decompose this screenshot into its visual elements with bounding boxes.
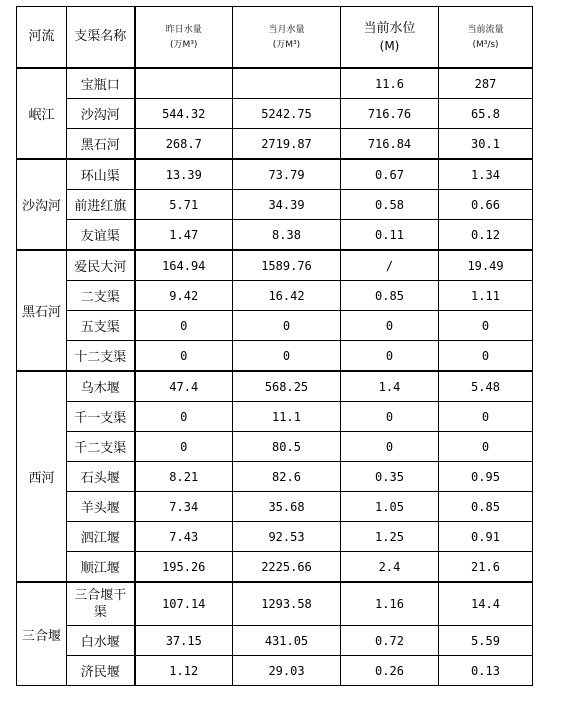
month-volume-cell	[233, 341, 341, 372]
yesterday-volume-cell	[135, 582, 233, 626]
canal-name-cell	[67, 626, 135, 656]
month-volume-cell	[233, 432, 341, 462]
canal-name-cell-text: 黑石河	[80, 138, 120, 153]
month-volume-cell	[233, 626, 341, 656]
header-river-label: 河流	[28, 29, 55, 44]
month-volume-cell	[233, 99, 341, 129]
flow-rate-cell-text: 0.95	[471, 469, 500, 484]
table-row	[17, 656, 533, 686]
yesterday-volume-cell	[135, 656, 233, 686]
water-level-cell-text: 1.16	[375, 597, 404, 611]
river-name-cell: 黑石河	[17, 250, 67, 371]
canal-name-cell-text: 羊头堰	[80, 501, 120, 516]
canal-name-cell	[67, 371, 135, 402]
table-row	[17, 402, 533, 432]
canal-name-cell	[67, 432, 135, 462]
water-level-cell-text: 11.6	[375, 76, 404, 91]
flow-rate-cell	[439, 522, 533, 552]
yesterday-volume-cell	[135, 432, 233, 462]
yesterday-volume-cell-text: 0	[180, 439, 188, 454]
water-level-cell	[341, 159, 439, 190]
yesterday-volume-cell-text: 7.34	[169, 499, 199, 514]
flow-rate-cell	[439, 492, 533, 522]
yesterday-volume-cell-text: 268.7	[165, 136, 202, 151]
month-volume-cell	[233, 492, 341, 522]
header-river	[17, 7, 67, 69]
yesterday-volume-cell-text: 544.32	[162, 106, 206, 121]
yesterday-volume-cell	[135, 99, 233, 129]
canal-name-cell	[67, 281, 135, 311]
canal-name-cell	[67, 311, 135, 341]
month-volume-cell	[233, 129, 341, 160]
yesterday-volume-cell	[135, 190, 233, 220]
yesterday-volume-cell-text: 5.71	[169, 197, 199, 212]
month-volume-cell-text: 73.79	[268, 167, 305, 182]
flow-rate-cell	[439, 159, 533, 190]
header-flow	[439, 7, 533, 69]
canal-name-cell	[67, 99, 135, 129]
canal-name-cell-text: 千二支渠	[74, 441, 127, 456]
header-yesterday	[135, 7, 233, 69]
yesterday-volume-cell-text: 37.15	[165, 633, 202, 648]
flow-rate-cell	[439, 582, 533, 626]
month-volume-cell	[233, 462, 341, 492]
flow-rate-cell-text: 0.12	[471, 227, 500, 242]
month-volume-cell-text: 16.42	[268, 288, 305, 303]
canal-name-cell	[67, 190, 135, 220]
month-volume-cell-text: 82.6	[272, 469, 301, 484]
canal-name-cell-text: 宝瓶口	[80, 78, 120, 93]
water-level-cell-text: /	[385, 258, 394, 273]
month-volume-cell	[233, 250, 341, 281]
month-volume-cell-text: 8.38	[272, 227, 301, 242]
flow-rate-cell-text: 14.4	[471, 597, 500, 611]
water-level-cell	[341, 582, 439, 626]
water-level-cell-text: 0.26	[375, 663, 404, 678]
month-volume-cell-text: 0	[282, 318, 291, 333]
flow-rate-cell	[439, 341, 533, 372]
yesterday-volume-cell	[135, 159, 233, 190]
month-volume-cell-text: 29.03	[268, 663, 305, 678]
water-level-cell-text: 0.85	[375, 288, 404, 303]
table-body	[17, 68, 533, 686]
header-canal-label: 支渠名称	[74, 29, 127, 44]
flow-rate-cell	[439, 99, 533, 129]
yesterday-volume-cell-text: 1.47	[169, 227, 199, 242]
month-volume-cell	[233, 402, 341, 432]
header-yesterday-label: 昨日水量	[165, 25, 202, 35]
flow-rate-cell-text: 5.48	[471, 379, 500, 394]
river-name-cell: 岷江	[17, 68, 67, 159]
flow-rate-cell-text: 5.59	[471, 633, 500, 648]
yesterday-volume-cell	[135, 68, 233, 99]
canal-name-cell-text: 五支渠	[80, 320, 120, 335]
water-level-cell-text: 0	[385, 409, 394, 424]
table-row	[17, 250, 533, 281]
flow-rate-cell	[439, 552, 533, 583]
yesterday-volume-cell-text: 1.12	[169, 663, 199, 678]
month-volume-cell-text: 80.5	[272, 439, 301, 454]
flow-rate-cell-text: 0.85	[471, 499, 500, 514]
yesterday-volume-cell-text: 0	[180, 409, 188, 424]
flow-rate-cell-text: 0	[481, 439, 490, 454]
canal-name-cell-text: 友谊渠	[80, 229, 120, 244]
yesterday-volume-cell	[135, 492, 233, 522]
month-volume-cell	[233, 281, 341, 311]
flow-rate-cell	[439, 250, 533, 281]
month-volume-cell	[233, 371, 341, 402]
river-name-cell: 沙沟河	[17, 159, 67, 250]
water-level-cell-text: 0.67	[375, 167, 404, 182]
month-volume-cell-text: 0	[282, 348, 291, 363]
table-row	[17, 492, 533, 522]
yesterday-volume-cell-text: 164.94	[162, 258, 206, 273]
water-level-cell	[341, 656, 439, 686]
canal-name-cell-text: 前进红旗	[74, 199, 127, 214]
month-volume-cell-text: 5242.75	[261, 106, 312, 121]
yesterday-volume-cell	[135, 250, 233, 281]
flow-rate-cell-text: 65.8	[471, 106, 500, 121]
yesterday-volume-cell	[135, 626, 233, 656]
canal-name-cell-text: 千一支渠	[74, 411, 127, 426]
yesterday-volume-cell-text: 9.42	[169, 288, 199, 303]
yesterday-volume-cell	[135, 311, 233, 341]
canal-name-cell	[67, 341, 135, 372]
canal-name-cell-text: 三合堰干渠	[74, 588, 127, 620]
water-level-cell	[341, 492, 439, 522]
water-level-cell-text: 0.11	[375, 227, 404, 242]
flow-rate-cell	[439, 220, 533, 251]
canal-name-cell-text: 泗江堰	[80, 531, 120, 546]
flow-rate-cell-text: 21.6	[471, 559, 500, 574]
month-volume-cell-text: 568.25	[264, 379, 309, 394]
month-volume-cell-text: 34.39	[268, 197, 305, 212]
flow-rate-cell-text: 30.1	[471, 136, 500, 151]
month-volume-cell	[233, 582, 341, 626]
flow-rate-cell-text: 1.34	[471, 167, 500, 182]
header-level-unit: (M)	[379, 39, 400, 53]
water-level-cell-text: 2.4	[378, 559, 401, 574]
yesterday-volume-cell	[135, 341, 233, 372]
canal-name-cell	[67, 552, 135, 583]
header-row	[17, 7, 533, 69]
table-header	[17, 7, 533, 69]
water-level-cell	[341, 68, 439, 99]
canal-name-cell	[67, 656, 135, 686]
yesterday-volume-cell-text: 13.39	[165, 167, 202, 182]
flow-rate-cell-text: 1.11	[471, 288, 500, 303]
month-volume-cell	[233, 656, 341, 686]
header-level-label: 当前水位	[363, 21, 416, 36]
canal-name-cell-text: 石头堰	[80, 471, 120, 486]
canal-name-cell	[67, 68, 135, 99]
water-level-cell-text: 0	[385, 348, 394, 363]
month-volume-cell-text: 11.1	[272, 409, 301, 424]
water-level-cell	[341, 281, 439, 311]
yesterday-volume-cell-text: 0	[180, 318, 188, 333]
canal-name-cell	[67, 492, 135, 522]
table-row	[17, 220, 533, 251]
canal-name-cell-text: 二支渠	[80, 290, 120, 305]
canal-name-cell	[67, 522, 135, 552]
flow-rate-cell	[439, 190, 533, 220]
month-volume-cell	[233, 190, 341, 220]
flow-rate-cell-text: 0.91	[471, 529, 500, 544]
flow-rate-cell	[439, 129, 533, 160]
yesterday-volume-cell	[135, 552, 233, 583]
flow-rate-cell-text: 0	[481, 348, 490, 363]
month-volume-cell	[233, 159, 341, 190]
flow-rate-cell	[439, 626, 533, 656]
flow-rate-cell	[439, 432, 533, 462]
yesterday-volume-cell	[135, 402, 233, 432]
water-level-cell	[341, 99, 439, 129]
water-level-cell	[341, 552, 439, 583]
table-row	[17, 582, 533, 626]
yesterday-volume-cell-text: 47.4	[169, 379, 199, 394]
header-month-label: 当月水量	[268, 25, 305, 35]
canal-name-cell-text: 济民堰	[80, 665, 120, 680]
table-row	[17, 552, 533, 583]
header-month	[233, 7, 341, 69]
flow-rate-cell-text: 0	[481, 318, 490, 333]
table-row	[17, 626, 533, 656]
month-volume-cell	[233, 220, 341, 251]
yesterday-volume-cell-text: 107.14	[162, 597, 206, 611]
water-level-cell	[341, 311, 439, 341]
water-level-cell	[341, 462, 439, 492]
yesterday-volume-cell-text: 0	[180, 348, 188, 363]
flow-rate-cell	[439, 281, 533, 311]
flow-rate-cell-text: 0	[481, 409, 490, 424]
yesterday-volume-cell	[135, 281, 233, 311]
water-level-cell-text: 1.4	[378, 379, 401, 394]
water-level-cell-text: 0.72	[375, 633, 404, 648]
water-level-cell-text: 716.76	[367, 106, 412, 121]
flow-rate-cell	[439, 371, 533, 402]
water-level-cell	[341, 371, 439, 402]
table-row	[17, 371, 533, 402]
water-level-cell-text: 1.05	[375, 499, 404, 514]
flow-rate-cell-text: 0.13	[471, 663, 500, 678]
table-row	[17, 129, 533, 160]
canal-name-cell	[67, 250, 135, 281]
month-volume-cell-text: 35.68	[268, 499, 305, 514]
water-level-cell-text: 0.58	[375, 197, 404, 212]
water-level-cell-text: 0.35	[375, 469, 404, 484]
month-volume-cell-text: 2225.66	[261, 559, 312, 574]
yesterday-volume-cell-text: 8.21	[169, 469, 199, 484]
canal-name-cell	[67, 129, 135, 160]
yesterday-volume-cell	[135, 220, 233, 251]
canal-name-cell	[67, 582, 135, 626]
yesterday-volume-cell	[135, 129, 233, 160]
canal-name-cell	[67, 402, 135, 432]
month-volume-cell-text: 92.53	[268, 529, 305, 544]
flow-rate-cell	[439, 402, 533, 432]
flow-rate-cell-text: 0.66	[471, 197, 500, 212]
water-level-cell	[341, 190, 439, 220]
header-flow-label: 当前流量	[467, 25, 504, 35]
water-level-cell	[341, 522, 439, 552]
water-level-cell	[341, 432, 439, 462]
flow-rate-cell-text: 287	[474, 76, 497, 91]
month-volume-cell	[233, 552, 341, 583]
water-level-cell	[341, 250, 439, 281]
canal-name-cell	[67, 220, 135, 251]
canal-name-cell-text: 白水堰	[80, 635, 120, 650]
canal-name-cell	[67, 159, 135, 190]
flow-rate-cell	[439, 656, 533, 686]
river-name-cell: 西河	[17, 371, 67, 582]
water-level-cell	[341, 129, 439, 160]
yesterday-volume-cell-text: 7.43	[169, 529, 199, 544]
month-volume-cell-text: 431.05	[264, 633, 309, 648]
header-month-unit: (万M³)	[272, 40, 301, 50]
table-row	[17, 159, 533, 190]
month-volume-cell-text: 1589.76	[261, 258, 312, 273]
table-row	[17, 462, 533, 492]
water-level-cell-text: 1.25	[375, 529, 404, 544]
water-level-cell	[341, 341, 439, 372]
flow-rate-cell-text: 19.49	[467, 258, 504, 273]
table-row	[17, 311, 533, 341]
canal-name-cell-text: 沙沟河	[80, 108, 120, 123]
canal-name-cell-text: 十二支渠	[74, 350, 127, 365]
water-level-cell	[341, 626, 439, 656]
table-row	[17, 432, 533, 462]
water-level-cell	[341, 402, 439, 432]
water-level-cell-text: 0	[385, 318, 394, 333]
river-name-cell: 三合堰	[17, 582, 67, 686]
yesterday-volume-cell	[135, 522, 233, 552]
header-level	[341, 7, 439, 69]
yesterday-volume-cell-text: 195.26	[162, 559, 206, 574]
canal-name-cell-text: 环山渠	[80, 169, 120, 184]
header-flow-unit: (M³/s)	[472, 40, 499, 50]
table-row	[17, 522, 533, 552]
water-level-cell-text: 716.84	[367, 136, 412, 151]
header-canal	[67, 7, 135, 69]
water-data-table	[16, 6, 533, 686]
table-row	[17, 190, 533, 220]
water-level-cell-text: 0	[385, 439, 394, 454]
table-row	[17, 68, 533, 99]
flow-rate-cell	[439, 311, 533, 341]
table-row	[17, 281, 533, 311]
canal-name-cell-text: 爱民大河	[74, 260, 127, 275]
month-volume-cell	[233, 311, 341, 341]
canal-name-cell-text: 乌木堰	[80, 381, 120, 396]
month-volume-cell	[233, 68, 341, 99]
header-yesterday-unit: (万M³)	[170, 40, 198, 50]
month-volume-cell-text: 1293.58	[261, 597, 312, 611]
month-volume-cell-text: 2719.87	[261, 136, 312, 151]
yesterday-volume-cell	[135, 371, 233, 402]
flow-rate-cell	[439, 462, 533, 492]
canal-name-cell	[67, 462, 135, 492]
table-row	[17, 341, 533, 372]
yesterday-volume-cell	[135, 462, 233, 492]
flow-rate-cell	[439, 68, 533, 99]
month-volume-cell	[233, 522, 341, 552]
table-row	[17, 99, 533, 129]
water-level-cell	[341, 220, 439, 251]
canal-name-cell-text: 顺江堰	[80, 561, 120, 576]
